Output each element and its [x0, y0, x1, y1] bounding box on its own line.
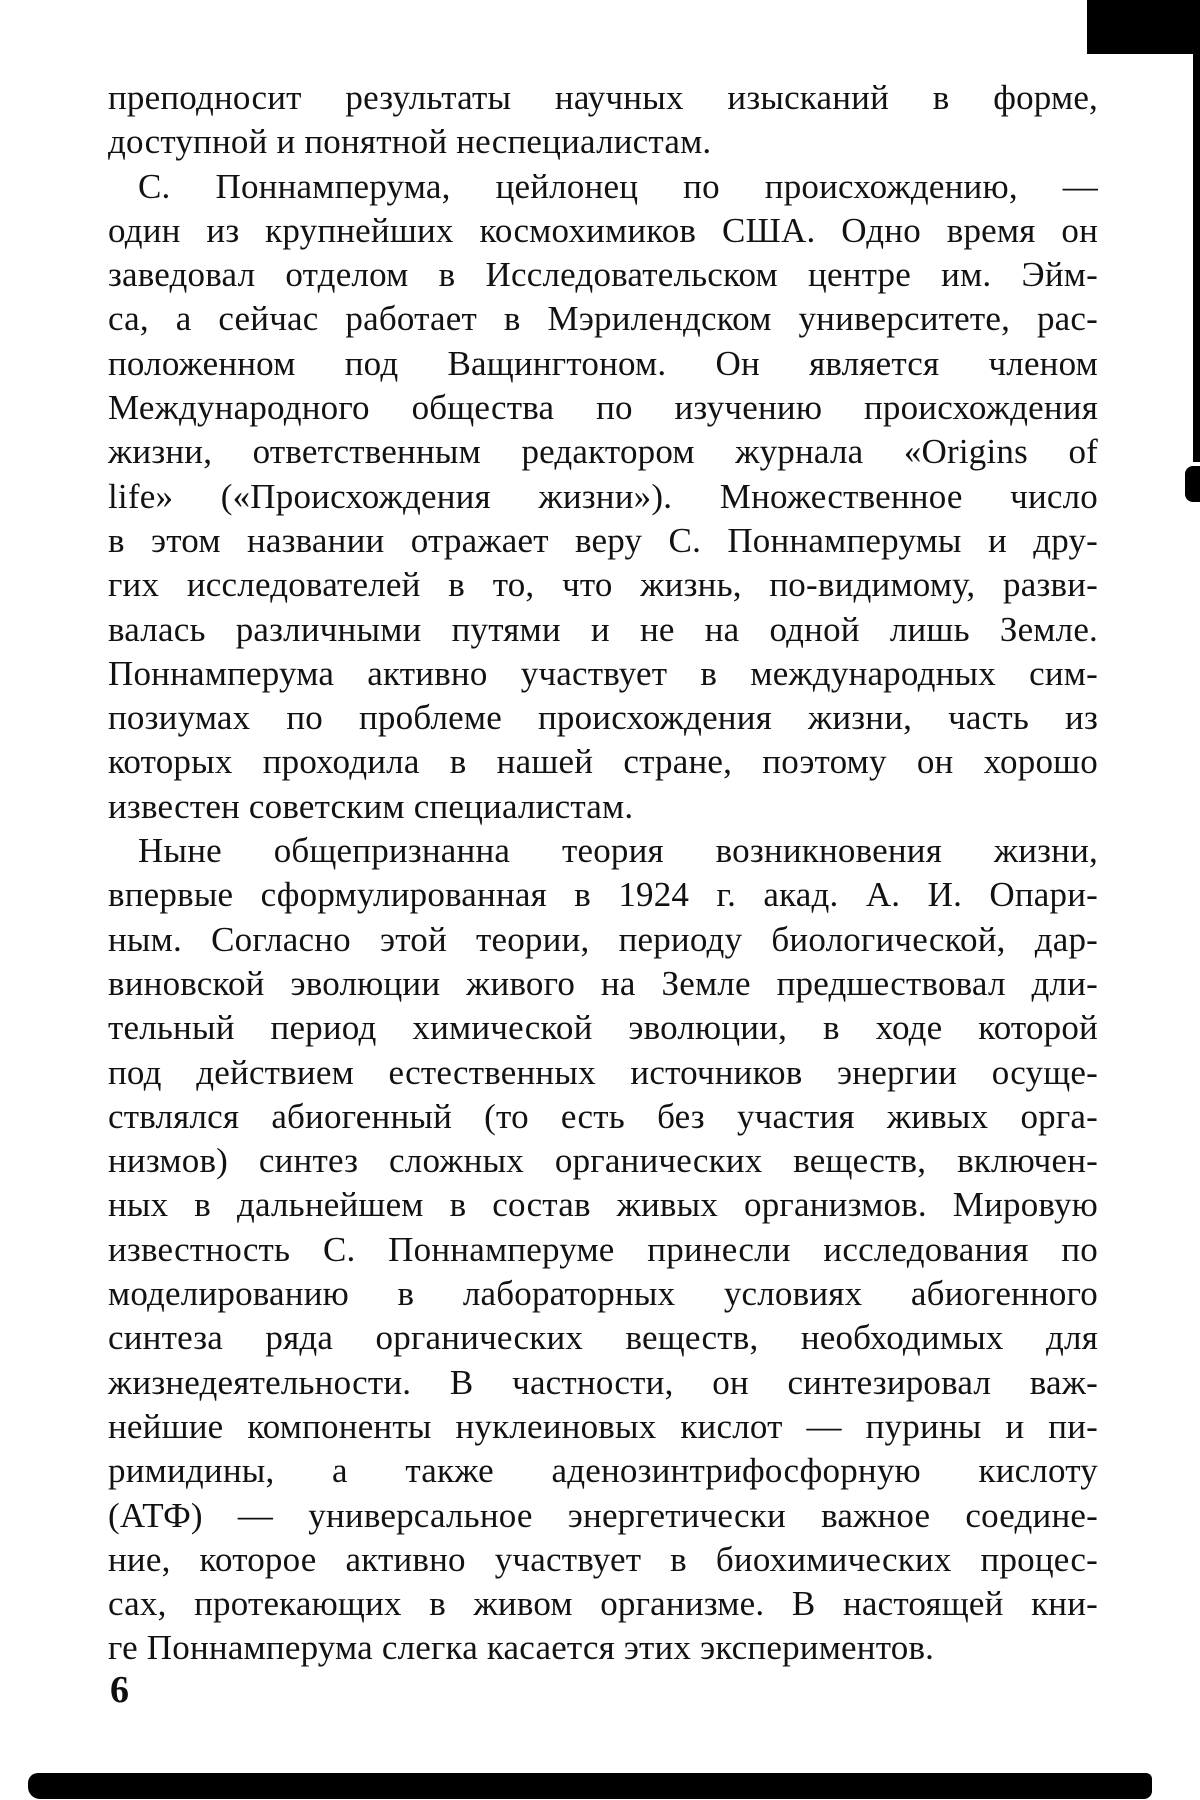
text-line: виновской эволюции живого на Земле предшествовал дли-	[108, 963, 1098, 1003]
text-line: римидины, а также аденозинтрифосфорную кислоту	[108, 1451, 1098, 1491]
text-line: тельный период химической эволюции, в ходе которой	[108, 1008, 1098, 1048]
text-line: позиумах по проблеме происхождения жизни, часть из	[108, 698, 1098, 738]
text-line: нейшие компоненты нуклеиновых кислот — пурины и пи-	[108, 1406, 1098, 1446]
text-line: (АТФ) — универсальное энергетически важное соедине-	[108, 1495, 1098, 1535]
text-line: заведовал отделом в Исследовательском центре им. Эйм-	[108, 255, 1098, 295]
text-line: ге Поннамперума слегка касается этих экспериментов.	[108, 1628, 935, 1668]
text-line: жизнедеятельности. В частности, он синтезировал важ-	[108, 1362, 1098, 1402]
text-line: под действием естественных источников энергии осуще-	[108, 1052, 1098, 1092]
text-line: доступной и понятной неспециалистам.	[108, 122, 712, 162]
text-line: низмов) синтез сложных органических веществ, включен-	[108, 1141, 1098, 1181]
text-line: Поннамперума активно участвует в международных сим-	[108, 653, 1098, 693]
text-line: положенном под Ващингтоном. Он является членом	[108, 343, 1098, 383]
text-line: са, а сейчас работает в Мэрилендском университете, рас-	[108, 299, 1098, 339]
text-line: моделированию в лабораторных условиях абиогенного	[108, 1274, 1098, 1314]
text-line: ствлялся абиогенный (то есть без участия живых орга-	[108, 1096, 1098, 1136]
scan-artifact-right-edge-blob	[1185, 466, 1200, 502]
text-line: в этом названии отражает веру С. Поннамперумы и дру-	[108, 520, 1098, 560]
page-text-block	[108, 76, 1098, 1671]
scan-artifact-bottom-bar	[28, 1773, 1152, 1799]
text-line: life» («Происхождения жизни»). Множественное число	[108, 476, 1098, 516]
text-line: синтеза ряда органических веществ, необходимых для	[108, 1318, 1098, 1358]
scan-artifact-right-edge-strip	[1193, 54, 1200, 462]
text-line: которых проходила в нашей стране, поэтому он хорошо	[108, 742, 1098, 782]
text-line: жизни, ответственным редактором журнала «Origins of	[108, 432, 1098, 472]
text-line: один из крупнейших космохимиков США. Одно время он	[108, 210, 1098, 250]
text-line: ным. Согласно этой теории, периоду биологической, дар-	[108, 919, 1098, 959]
text-line: Ныне общепризнанна теория возникновения жизни,	[138, 831, 1098, 871]
page-number: 6	[110, 1669, 129, 1711]
text-line: ние, которое активно участвует в биохимических процес-	[108, 1539, 1098, 1579]
text-line: Международного общества по изучению происхождения	[108, 388, 1098, 428]
text-line: преподносит результаты научных изысканий в форме,	[108, 78, 1098, 117]
text-line: гих исследователей в то, что жизнь, по-видимому, разви-	[108, 565, 1098, 605]
text-line: известность С. Поннамперуме принесли исследования по	[108, 1229, 1098, 1269]
text-line: ных в дальнейшем в состав живых организмов. Мировую	[108, 1185, 1098, 1225]
text-line: валась различными путями и не на одной лишь Земле.	[108, 609, 1098, 649]
text-line: С. Поннамперума, цейлонец по происхождению, —	[138, 166, 1098, 206]
scan-artifact-top-right-block	[1087, 0, 1200, 54]
text-line: сах, протекающих в живом организме. В настоящей кни-	[108, 1584, 1098, 1624]
text-line: известен советским специалистам.	[108, 786, 634, 826]
text-line: впервые сформулированная в 1924 г. акад. А. И. Опари-	[108, 875, 1098, 915]
